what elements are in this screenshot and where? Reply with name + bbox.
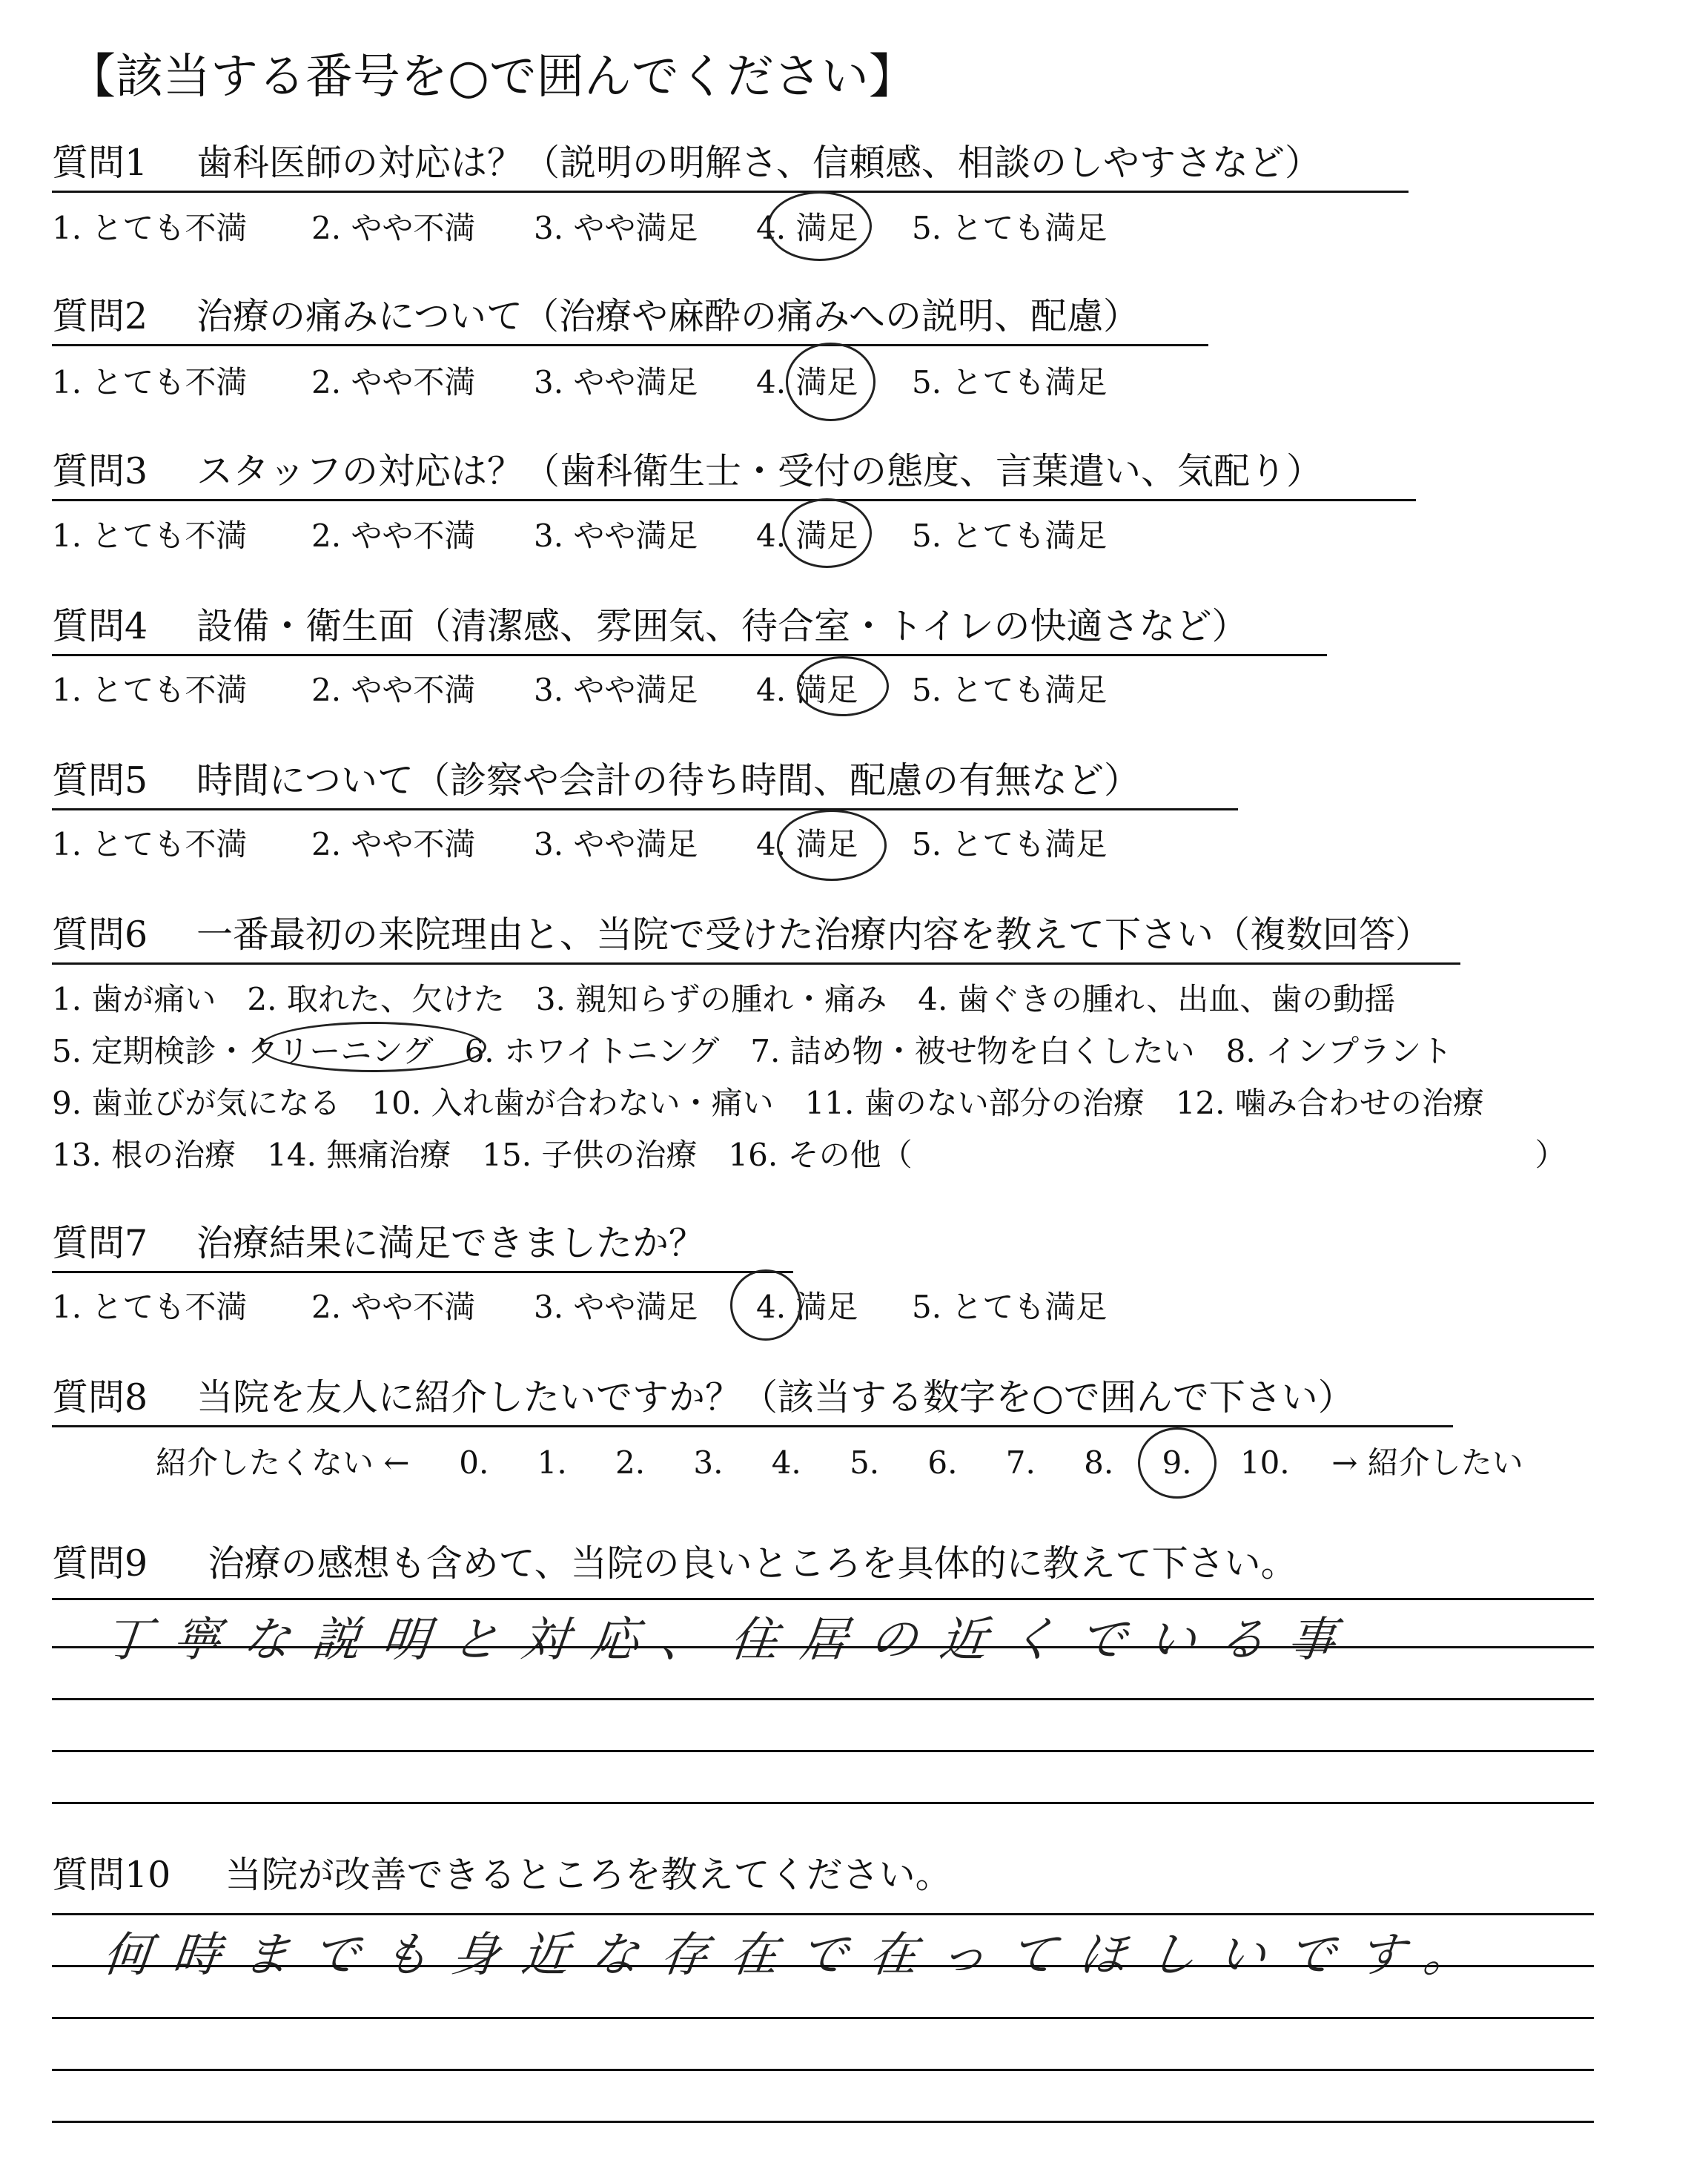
rating-option[interactable]: 5. とても満足	[912, 518, 1108, 554]
rating-option[interactable]: 2. やや不満	[311, 210, 476, 246]
rating-options-4	[52, 666, 1107, 710]
scale-left-label: 紹介したくない ←	[156, 1444, 410, 1481]
question-8	[52, 1375, 1453, 1427]
treatment-options-line[interactable]: 1. 歯が痛い 2. 取れた、欠けた 3. 親知らずの腫れ・痛み 4. 歯ぐきの腫れ、出血、歯の動揺	[52, 981, 1396, 1017]
rating-option[interactable]: 5. とても満足	[912, 210, 1108, 246]
rating-option[interactable]: 2. やや不満	[311, 672, 476, 708]
selection-circle	[786, 343, 875, 421]
question-text: 当院が改善できるところを教えてください。	[225, 1854, 952, 1896]
scale-option[interactable]: 7.	[1005, 1444, 1036, 1481]
selection-circle	[730, 1269, 801, 1341]
rating-option[interactable]: 5. とても満足	[912, 1289, 1108, 1325]
answer-line	[52, 1698, 1594, 1700]
rating-options-1	[52, 204, 1107, 248]
question-text: 治療の痛みについて（治療や麻酔の痛みへの説明、配慮）	[196, 295, 1140, 337]
rating-option[interactable]: 2. やや不満	[311, 364, 476, 400]
selection-circle	[782, 498, 872, 568]
selection-circle	[259, 1022, 486, 1072]
scale-option[interactable]: 6.	[927, 1444, 958, 1481]
rating-option[interactable]: 3. やや満足	[534, 210, 698, 246]
question-text: スタッフの対応は？（歯科衛生士・受付の態度、言葉遣い、気配り）	[196, 450, 1323, 492]
rating-option[interactable]: 2. やや不満	[311, 518, 476, 554]
answer-line	[52, 2017, 1594, 2019]
rating-options-3	[52, 512, 1107, 556]
rating-option-selected[interactable]: 4. 満足	[756, 826, 858, 862]
selection-circle	[797, 656, 889, 716]
rating-option[interactable]: 3. やや満足	[534, 364, 698, 400]
answer-line	[52, 2121, 1594, 2123]
question-text: 治療結果に満足できましたか？	[196, 1222, 706, 1264]
question-number: 質問10	[52, 1854, 171, 1896]
rating-option[interactable]: 3. やや満足	[534, 1289, 698, 1325]
rating-option-selected[interactable]: 4. 満足	[756, 672, 858, 708]
scale-right-label: → 紹介したい	[1331, 1444, 1523, 1481]
handwritten-answer[interactable]: 丁寧な説明と対応、住居の近くでいる事	[100, 1613, 1361, 1668]
question-9	[52, 1535, 1297, 1587]
question-number: 質問3	[52, 450, 148, 492]
selection-circle	[767, 191, 872, 261]
question-number: 質問1	[52, 142, 148, 184]
scale-option[interactable]: 2.	[615, 1444, 646, 1481]
scale-option[interactable]: 5.	[850, 1444, 880, 1481]
selection-circle	[1138, 1427, 1217, 1499]
rating-option[interactable]: 1. とても不満	[52, 672, 248, 708]
answer-line	[52, 1598, 1594, 1600]
rating-option[interactable]: 1. とても不満	[52, 364, 248, 400]
scale-option[interactable]: 4.	[771, 1444, 801, 1481]
answer-line	[52, 1802, 1594, 1804]
rating-option-selected[interactable]: 4. 満足	[756, 1289, 858, 1325]
rating-option[interactable]: 1. とても不満	[52, 518, 248, 554]
rating-options-5	[52, 820, 1107, 865]
scale-option[interactable]: 9.	[1162, 1444, 1192, 1481]
answer-line	[52, 2069, 1594, 2071]
treatment-options-line[interactable]: 13. 根の治療 14. 無痛治療 15. 子供の治療 16. その他（ ）	[52, 1137, 1566, 1173]
question-4	[52, 604, 1327, 656]
rating-options-7	[52, 1283, 1107, 1327]
rating-options-2	[52, 358, 1107, 403]
question-number: 質問5	[52, 759, 148, 802]
question-number: 質問8	[52, 1376, 148, 1418]
question-number: 質問7	[52, 1222, 148, 1264]
question-text: 治療の感想も含めて、当院の良いところを具体的に教えて下さい。	[208, 1542, 1297, 1585]
selection-circle	[777, 810, 887, 881]
scale-option[interactable]: 1.	[537, 1444, 567, 1481]
scale-option[interactable]: 0.	[459, 1444, 489, 1481]
answer-line	[52, 1913, 1594, 1915]
question-text: 当院を友人に紹介したいですか？（該当する数字を○で囲んで下さい）	[196, 1376, 1354, 1418]
answer-line	[52, 1646, 1594, 1648]
question-text: 一番最初の来院理由と、当院で受けた治療内容を教えて下さい（複数回答）	[196, 914, 1432, 956]
question-number: 質問9	[52, 1542, 148, 1585]
question-text: 歯科医師の対応は？（説明の明解さ、信頼感、相談のしやすさなど）	[196, 142, 1322, 184]
rating-option[interactable]: 5. とても満足	[912, 364, 1108, 400]
question-2	[52, 294, 1208, 346]
question-number: 質問6	[52, 914, 148, 956]
question-number: 質問4	[52, 605, 148, 647]
rating-option-selected[interactable]: 4. 満足	[756, 518, 858, 554]
rating-option[interactable]: 5. とても満足	[912, 826, 1108, 862]
rating-option-selected[interactable]: 4. 満足	[756, 364, 858, 400]
question-number: 質問2	[52, 295, 148, 337]
rating-option[interactable]: 3. やや満足	[534, 518, 698, 554]
answer-line	[52, 1965, 1594, 1967]
scale-option[interactable]: 8.	[1084, 1444, 1114, 1481]
rating-option-selected[interactable]: 4. 満足	[756, 210, 858, 246]
scale-option-selected[interactable]: 10.	[1239, 1444, 1290, 1481]
scale-option[interactable]: 3.	[693, 1444, 724, 1481]
rating-option[interactable]: 3. やや満足	[534, 826, 698, 862]
recommend-scale	[156, 1439, 1523, 1483]
question-text: 設備・衛生面（清潔感、雰囲気、待合室・トイレの快適さなど）	[196, 605, 1248, 647]
question-10	[52, 1846, 952, 1898]
rating-option[interactable]: 1. とても不満	[52, 1289, 248, 1325]
rating-option[interactable]: 1. とても不満	[52, 826, 248, 862]
answer-line	[52, 1750, 1594, 1752]
rating-option[interactable]: 2. やや不満	[311, 1289, 476, 1325]
question-1	[52, 141, 1409, 193]
rating-option[interactable]: 5. とても満足	[912, 672, 1108, 708]
treatment-options-line[interactable]: 9. 歯並びが気になる 10. 入れ歯が合わない・痛い 11. 歯のない部分の治療 12. 噛み合わせの治療	[52, 1085, 1484, 1121]
rating-option[interactable]: 2. やや不満	[311, 826, 476, 862]
question-3	[52, 449, 1416, 501]
handwritten-answer[interactable]: 何時までも身近な存在で在ってほしいです。	[100, 1928, 1497, 1983]
question-5	[52, 759, 1238, 810]
question-6	[52, 913, 1460, 965]
treatment-options-line[interactable]: 5. 定期検診・クリーニング 6. ホワイトニング 7. 詰め物・被せ物を白くしたい 8. インプラント	[52, 1033, 1453, 1069]
rating-option[interactable]: 3. やや満足	[534, 672, 698, 708]
rating-option[interactable]: 1. とても不満	[52, 210, 248, 246]
page-title: 【該当する番号を○で囲んでください】	[68, 50, 916, 105]
question-7	[52, 1221, 793, 1273]
question-text: 時間について（診察や会計の待ち時間、配慮の有無など）	[196, 759, 1141, 802]
